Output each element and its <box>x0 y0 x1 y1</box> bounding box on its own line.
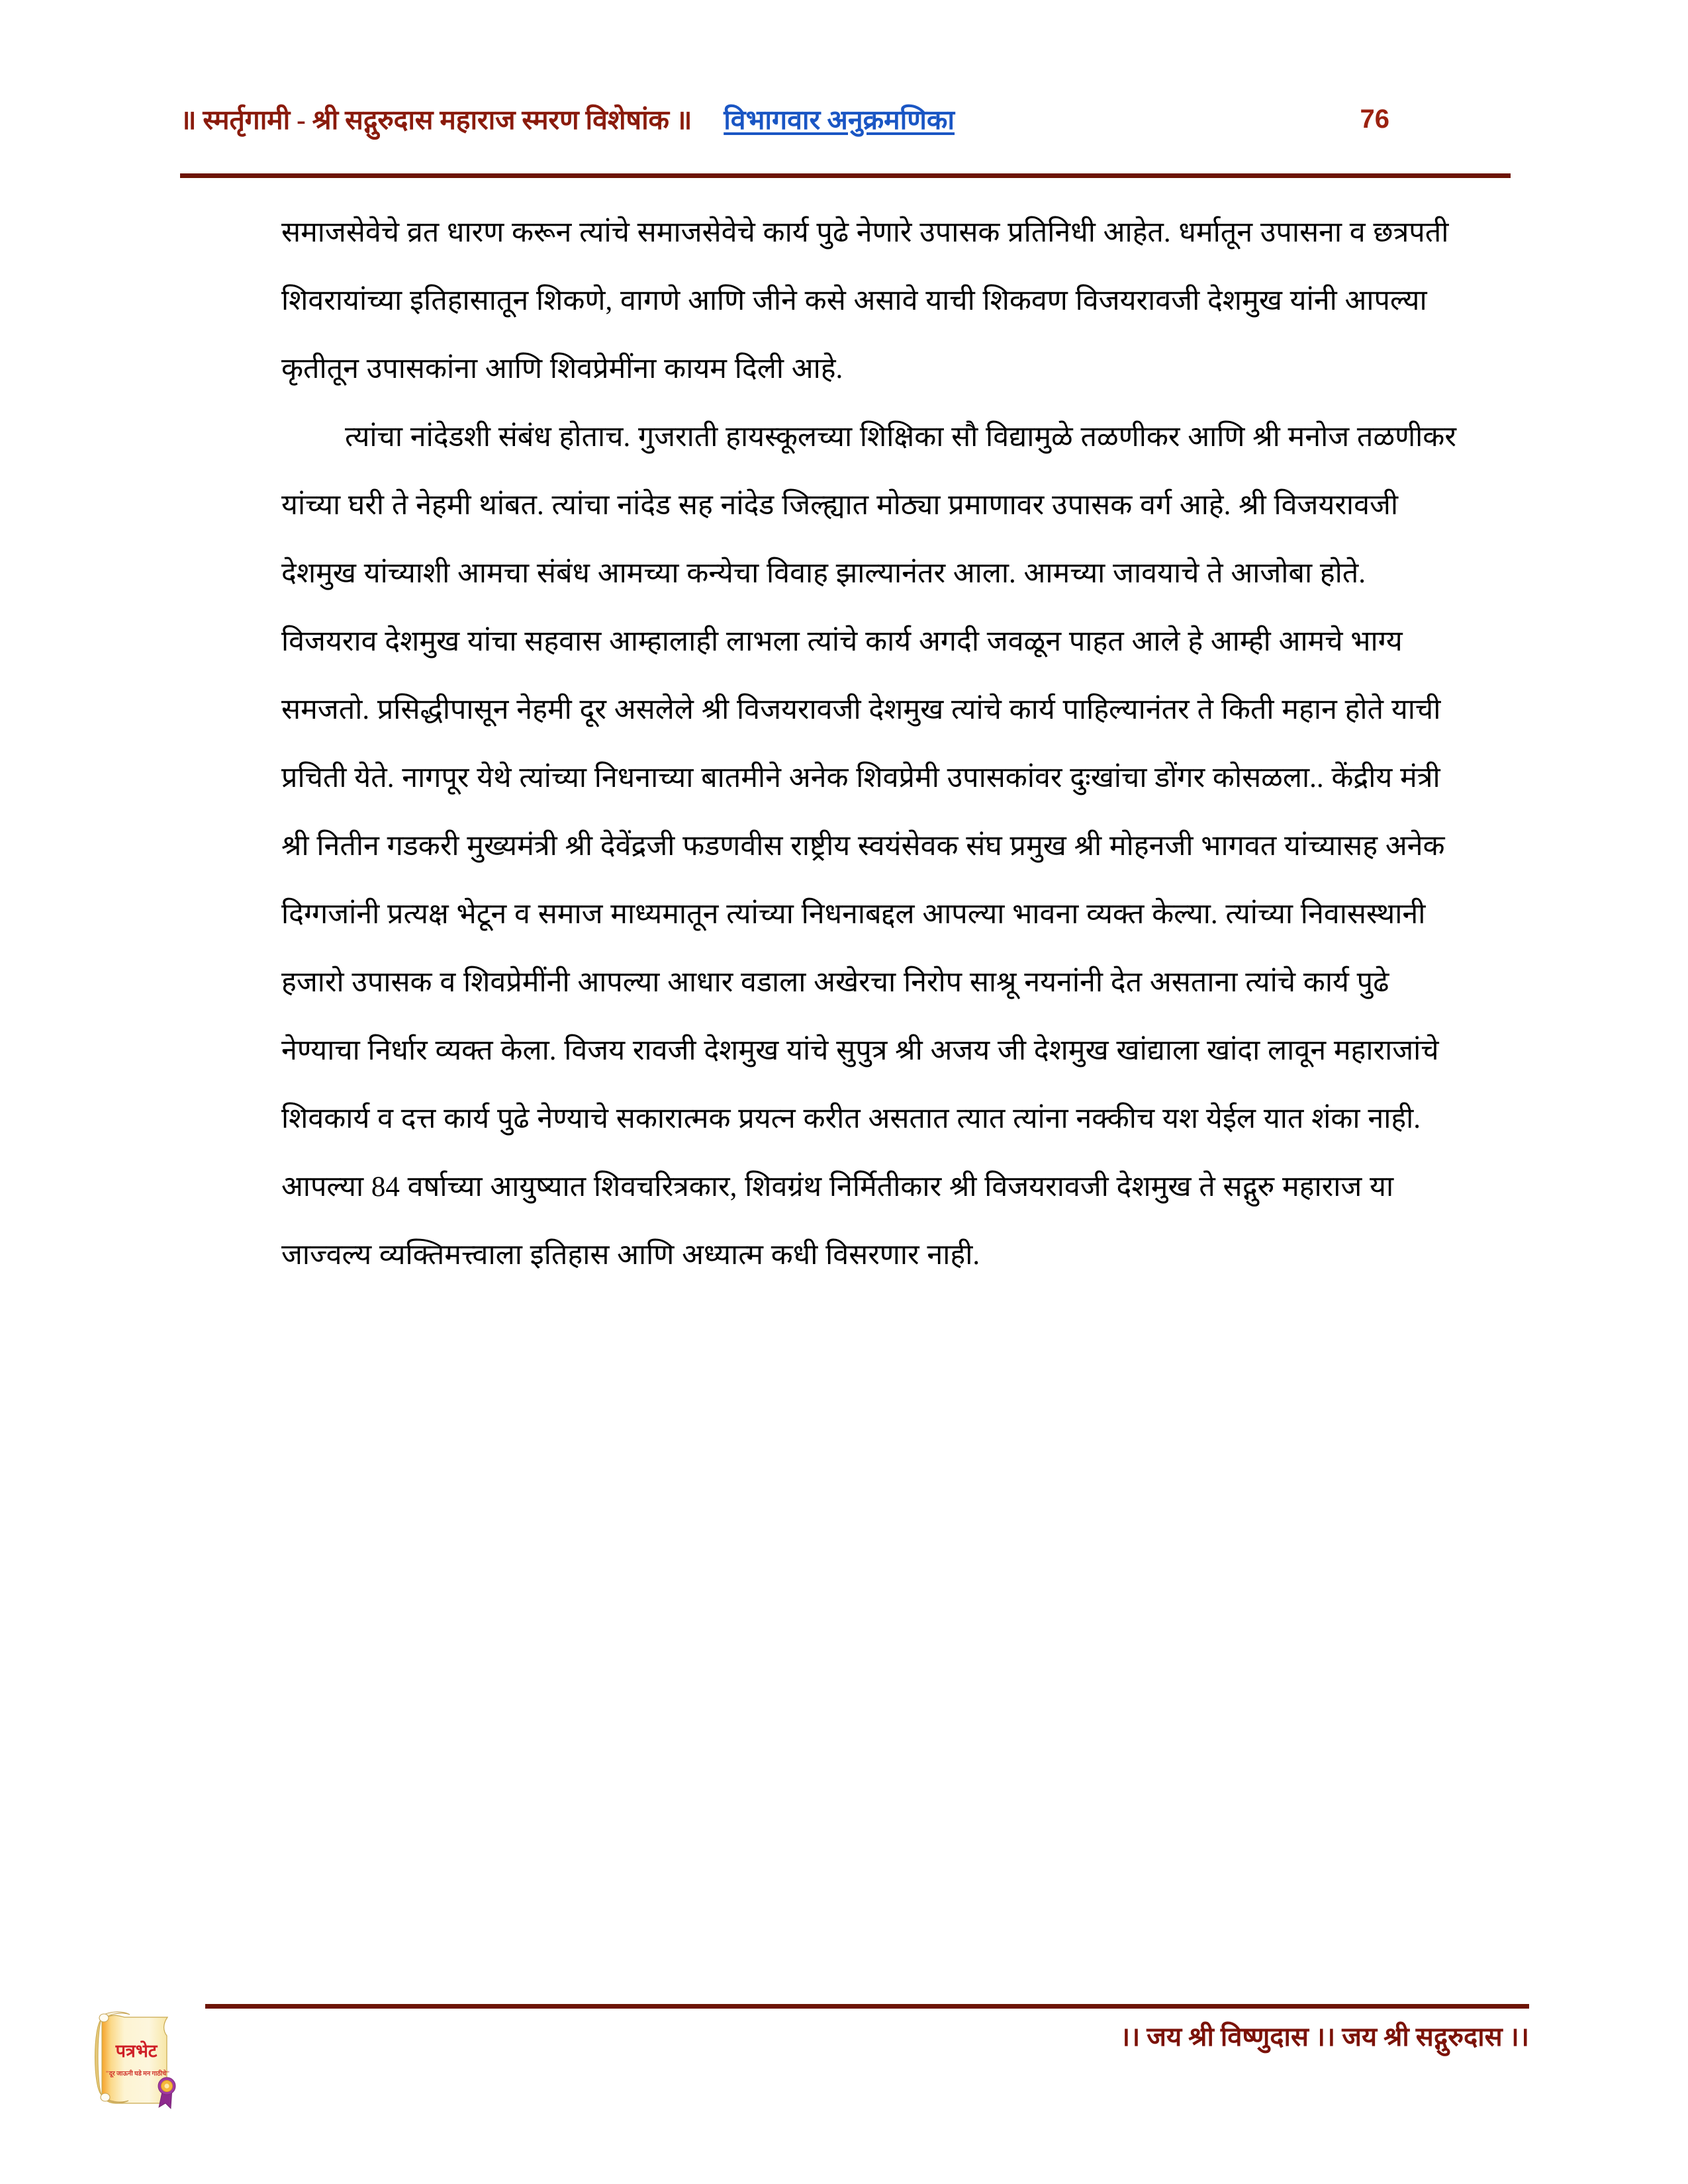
logo-word-text: पत्रभेट <box>115 2041 158 2061</box>
footer-divider <box>205 2004 1529 2009</box>
page-header <box>180 87 1512 151</box>
header-divider <box>180 173 1511 178</box>
scroll-icon <box>85 2004 184 2110</box>
patrabhet-logo <box>85 2004 184 2110</box>
footer-blessing: ।। जय श्री विष्णुदास ।। जय श्री सद्गुरुदास ।। <box>1119 2022 1529 2052</box>
page-number: 76 <box>1360 104 1389 134</box>
header-title: ॥ स्मर्तृगामी - श्री सद्गुरुदास महाराज स्मरण विशेषांक ॥ <box>180 105 692 135</box>
index-link[interactable]: विभागवार अनुक्रमणिका <box>724 105 955 135</box>
logo-tagline-text: "दूर जाऊनी घडे मन गाठीचे" <box>105 2071 170 2077</box>
paragraph: समाजसेवेचे व्रत धारण करून त्यांचे समाजसेवेचे कार्य पुढे नेणारे उपासक प्रतिनिधी आहेत. धर्मातून उपासना व छत्रपती शिवरायांच्या इतिहासातून शिकणे, वागणे आणि जीने कसे असावे याची शिकवण विजयरावजी देशमुख यांनी आपल्या कृतीतून उपासकांना आणि शिवप्रेमींना कायम दिली आहे. <box>281 217 1449 385</box>
paragraph: त्यांचा नांदेडशी संबंध होताच. गुजराती हायस्कूलच्या शिक्षिका सौ विद्यामुळे तळणीकर आणि श्री मनोज तळणीकर यांच्या घरी ते नेहमी थांबत. त्यांचा नांदेड सह नांदेड जिल्ह्यात मोठ्या प्रमाणावर उपासक वर्ग आहे. श्री विजयरावजी देशमुख यांच्याशी आमचा संबंध आमच्या कन्येचा विवाह झाल्यानंतर आला. आमच्या जावयाचे ते आजोबा होते. विजयराव देशमुख यांचा सहवास आम्हालाही लाभला त्यांचे कार्य अगदी जवळून पाहत आले हे आम्ही आमचे भाग्य समजतो. प्रसिद्धीपासून नेहमी दूर असलेले श्री विजयरावजी देशमुख त्यांचे कार्य पाहिल्यानंतर ते किती महान होते याची प्रचिती येते. नागपूर येथे त्यांच्या निधनाच्या बातमीने अनेक शिवप्रेमी उपासकांवर दुःखांचा डोंगर कोसळला.. केंद्रीय मंत्री श्री नितीन गडकरी मुख्यमंत्री श्री देवेंद्रजी फडणवीस राष्ट्रीय स्वयंसेवक संघ प्रमुख श्री मोहनजी भागवत यांच्यासह अनेक दिग्गजांनी प्रत्यक्ष भेटून व समाज माध्यमातून त्यांच्या निधनाबद्दल आपल्या भावना व्यक्त केल्या. त्यांच्या निवासस्थानी हजारो उपासक व शिवप्रेमींनी आपल्या आधार वडाला अखेरचा निरोप साश्रू नयनांनी देत असताना त्यांचे कार्य पुढे नेण्याचा निर्धार व्यक्त केला. विजय रावजी देशमुख यांचे सुपुत्र श्री अजय जी देशमुख खांद्याला खांदा लावून महाराजांचे शिवकार्य व दत्त कार्य पुढे नेण्याचे सकारात्मक प्रयत्न करीत असतात त्यात त्यांना नक्कीच यश येईल यात शंका नाही. आपल्या 84 वर्षाच्या आयुष्यात शिवचरित्रकार, शिवग्रंथ निर्मितीकार श्री विजयरावजी देशमुख ते सद्गुरु महाराज या जाज्वल्य व्यक्तिमत्त्वाला इतिहास आणि अध्यात्म कधी विसरणार नाही. <box>281 422 1456 1271</box>
article-body <box>281 199 1460 1289</box>
